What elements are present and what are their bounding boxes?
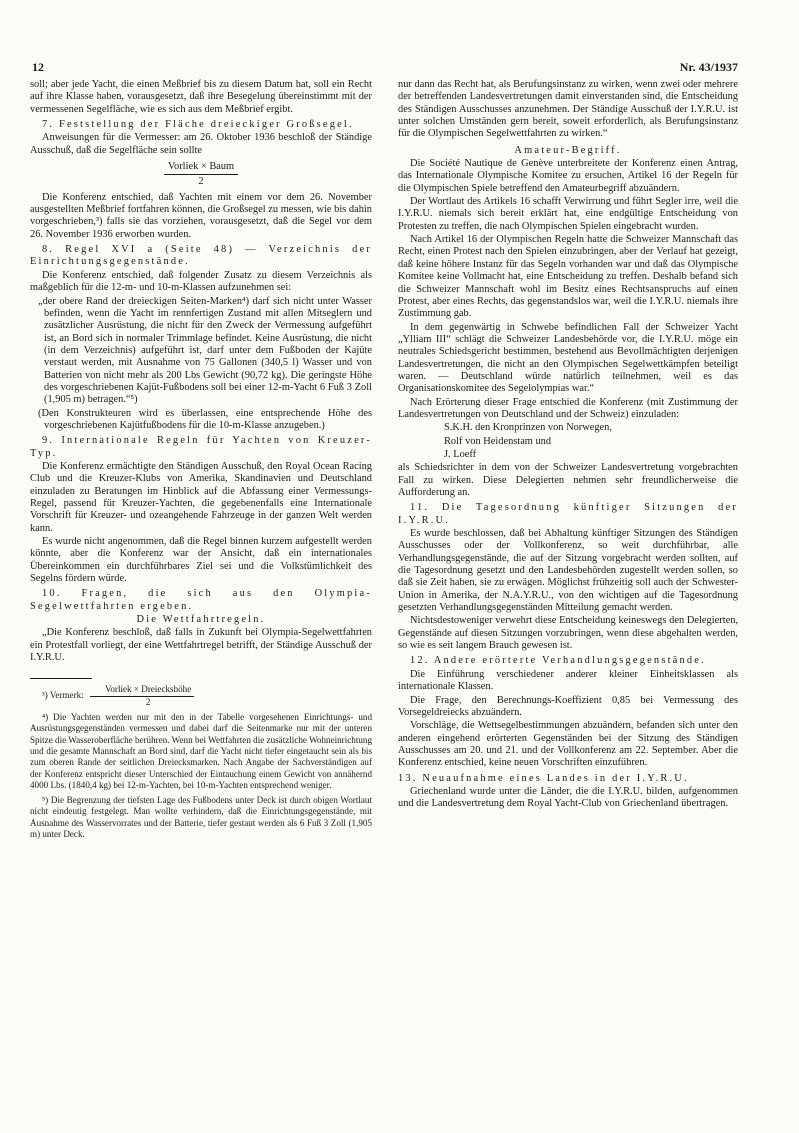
paragraph: Nichtsdestoweniger verwehrt diese Entscheidung keineswegs den Delegierten, Gegenstände auf diesen Sitzungen vorzubringen, wenn diese abgehalten werden, so wie es seit langem Brauch gewesen ist. <box>398 615 738 652</box>
paragraph: Griechenland wurde unter die Länder, die die I.Y.R.U. bilden, aufgenommen und die Landesvertretung dem Royal Yacht-Club von Griechenland übertragen. <box>398 785 738 810</box>
footnote-3-formula <box>90 684 194 708</box>
paragraph: Die Konferenz ermächtigte den Ständigen Ausschuß, den Royal Ocean Racing Club und die Kreuzer-Klubs von Amerika, Skandinavien und Deutschland einzuladen zu Beratungen im Hinblick auf die Abfassung einer Vermessungs-Regel, passend für Kreuzer-Yachten, die gegebenenfalls eine Internationale Vorschrift für Kreuzer- und ozeangehende Fahrzeuge in der ganzen Welt werden kann. <box>30 460 372 534</box>
footnote-divider <box>30 678 92 679</box>
footnote-3-prefix: ³) Vermerk: <box>42 690 84 701</box>
paragraph: nur dann das Recht hat, als Berufungsinstanz zu wirken, wenn zwei oder mehrere der betreffenden Landesvertretungen damit einverstanden sind, die Entscheidung des Ständigen Ausschusses anzunehmen. Der Ständige Ausschuß der I.Y.R.U. ist unter solchen Umständen gern bereit, soweit erforderlich, als Berufungsinstanz für die Olympischen Segelwettfahrten zu wirken.“ <box>398 79 738 140</box>
paragraph: Die Konferenz entschied, daß Yachten mit einem vor dem 26. November ausgestellten Meßbrief fortfahren können, die Großsegel zu messen, wie bis dahin vorgeschrieben,³) falls sie das vorziehen, vorausgesetzt, daß die Segel vor dem 26. November 1936 erworben wurden. <box>30 191 372 240</box>
section-heading-9: 9. Internationale Regeln für Yachten von Kreuzer-Typ. <box>30 435 372 459</box>
paragraph: Es wurde nicht angenommen, daß die Regel binnen kurzem aufgestellt werden könnte, aber die Konferenz war der Ansicht, daß ein internationales Übereinkommen ein durchführbares Ziel sei und die Volkstümlichkeit des Segelns fördern würde. <box>30 536 372 585</box>
paragraph: Vorschläge, die Wettsegelbestimmungen abzuändern, befanden sich unter den anderen eingehend erörterten Gegenständen bei der Sitzung des Ständigen Ausschusses am 20. und 21. und der Vollkonferenz am 22. September. Aber die Konferenz entschied, keine neuen Vorschriften einzuführen. <box>398 720 738 769</box>
section-heading-8: 8. Regel XVI a (Seite 48) — Verzeichnis der Einrichtungsgegenstände. <box>30 244 372 268</box>
subheading-wettfahrtregeln: Die Wettfahrtregeln. <box>136 614 266 626</box>
paragraph: „Die Konferenz beschloß, daß falls in Zukunft bei Olympia-Segelwettfahrten ein Protestfall vorliegt, der eine Wettfahrtregel betrifft, der Ständige Ausschuß der I.Y.R.U. <box>30 627 372 664</box>
paragraph: In dem gegenwärtig in Schwebe befindlichen Fall der Schweizer Yacht „Ylliam III“ schlägt die Schweizer Landesbehörde vor, die I.Y.R.U. möge ein neutrales Schiedsgericht bestimmen, bestehend aus Bevollmächtigten derjenigen Landesvertretungen, die nicht an den Olympischen Segelwettkämpfen beteiligt waren. — Deutschland würde natürlich teilnehmen, weil es das Organisationskomitee des Segelolympias war.“ <box>398 321 738 395</box>
paragraph: Nach Artikel 16 der Olympischen Regeln hatte die Schweizer Mannschaft das Recht, einen Protest nach den Spielen einzubringen, aber der Verlauf hat gezeigt, daß keine höhere Instanz für das Segeln vorhanden war und daß das Olympische Komitee keine Vollmacht hat, eine Entscheidung zu treffen. Deshalb befand sich die Schweizer Mannschaft wohl im Besitz eines Rechtsanspruchs auf einen Protest, aber eines Rechts, das gegenstandslos war, weil die I.Y.R.U. niemals ihre Zustimmung gab. <box>398 234 738 320</box>
paragraph: Der Wortlaut des Artikels 16 schafft Verwirrung und führt Segler irre, weil die I.Y.R.U. niemals sich bereit erklärt hat, eine endgültige Entscheidung von Protesten zu treffen, die nach Olympischen Spielen eingebracht wurden. <box>398 196 738 232</box>
section-heading-13: 13. Neuaufnahme eines Landes in der I.Y.R.U. <box>398 772 689 784</box>
paragraph: Nach Erörterung dieser Frage entschied die Konferenz (mit Zustimmung der Landesvertretungen von Deutschland und der Schweiz) einzuladen: <box>398 396 738 420</box>
arbitrator-list <box>398 422 738 461</box>
paragraph: Die Frage, den Berechnungs-Koeffizient 0,85 bei Vermessung des Vorsegeldreiecks abzuändern. <box>398 694 738 718</box>
section-heading-10: 10. Fragen, die sich aus den Olympia-Segelwettfahrten ergeben. <box>30 588 372 612</box>
section-heading-11: 11. Die Tagesordnung künftiger Sitzungen der I.Y.R.U. <box>398 502 738 526</box>
list-item: S.K.H. den Kronprinzen von Norwegen, <box>444 422 612 434</box>
paragraph: Die Einführung verschiedener anderer kleiner Einheitsklassen als internationale Klassen. <box>398 668 738 693</box>
paragraph: Die Société Nautique de Genève unterbreitete der Konferenz einen Antrag, das Internationale Olympische Komitee zu ersuchen, Artikel 16 der Regeln für die Olympischen Spiele betreffend den Amateurbegriff abzuändern. <box>398 158 738 194</box>
footnote-4: ⁴) Die Yachten werden nur mit den in der Tabelle vorgesehenen Einrichtungs- und Ausrüstungsgegenständen vermessen und dabei darf die Seitenmarke nur mit der unteren Spitze die Wasseroberfläche berühren. Wenn bei Wettfahrten die zusätzliche Wohneinrichtung und die gesamte Mannschaft an Bord sind, darf die Yacht nicht tiefer eingetaucht sein als bis zum oberen Rande der seitlichen Dreiecksmarken. Nach Angabe der Sachverständigen auf der Konferenz entspricht dieser Unterschied der Eintauchung einem Gewicht von annähernd 4000 Lbs. (1840,4 kg) bei 12-m-Yachten, bei 10-m-Yachten entsprechend weniger. <box>30 712 372 790</box>
subheading-amateur-begriff: Amateur-Begriff. <box>514 144 622 156</box>
paragraph: (Den Konstrukteuren wird es überlassen, eine entsprechende Höhe des vorgeschriebenen Kajütfußbodens für die 10-m-Klasse anzugeben.) <box>38 407 372 431</box>
section-heading-12: 12. Andere erörterte Verhandlungsgegenstände. <box>410 655 706 667</box>
formula-numerator: Vorliek × Dreieckshöhe <box>90 684 194 696</box>
list-item: J. Loeff <box>444 448 477 460</box>
section-heading-7: 7. Feststellung der Fläche dreieckiger Großsegel. <box>42 119 354 131</box>
right-column <box>398 79 738 812</box>
footnotes <box>30 684 372 840</box>
paragraph: Die Konferenz entschied, daß folgender Zusatz zu diesem Verzeichnis als maßgeblich für die 12-m- und 10-m-Klassen aufzunehmen sei: <box>30 269 372 294</box>
formula-denominator: 2 <box>145 696 151 707</box>
paragraph: Anweisungen für die Vermesser: am 26. Oktober 1936 beschloß der Ständige Ausschuß, daß die Segelfläche sein sollte <box>30 132 372 156</box>
footnote-5: ⁵) Die Begrenzung der tiefsten Lage des Fußbodens unter Deck ist durch obigen Wortlaut nicht eindeutig festgelegt. Man wollte verhindern, daß die Einrichtungsgegenstände, mit Ausnahme des Wasservorrates und der Batterie, tiefer gestaut werden als 6 Fuß 3 Zoll (1,905 m) unter Deck. <box>30 795 372 840</box>
paragraph: Es wurde beschlossen, daß bei Abhaltung künftiger Sitzungen des Ständigen Ausschusses oder der Vollkonferenz, so weit durchführbar, alle Verhandlungsgegenstände, die auf der Sitzung vorgebracht werden sollten, auf die Tagesordnung gesetzt und den Landesbehörden zugestellt werden sollen, so daß sie Zeit haben, sie zu erwägen. Möglichst frühzeitig soll auch der Schwester-Union in Amerika, der N.A.Y.R.U., von den wichtigen auf die Tagesordnung gesetzten Verhandlungsgegenständen Mitteilung gemacht werden. <box>398 528 738 614</box>
page-number: 12 <box>32 60 44 74</box>
formula-numerator: Vorliek × Baum <box>164 161 238 175</box>
formula-denominator: 2 <box>198 176 204 188</box>
quoted-rule-text: „der obere Rand der dreieckigen Seiten-Marken⁴) darf sich nicht unter Wasser befinden, wenn die Yacht im rennfertigen Zustand mit allen Mitseglern und zusätzlicher Ausrüstung, die nicht für den Zweck der Vermessung aufgeführt ist, an Bord sich in normaler Trimmlage befindet. Keine Ausrüstung, die nicht (in dem Verzeichnis) aufgeführt ist, darf unter dem Fußboden der Kajüte verstaut werden, mit Ausnahme von 75 Gallonen (340,5 l) Wasser und von Batterien von nicht mehr als 200 Lbs Gewicht (90,72 kg). Die geringste Höhe des vorgeschriebenen Kajüt-Fußbodens soll bei einer 12-m-Yacht 6 Fuß 3 Zoll (1,905 m) betragen.“⁵) <box>38 295 372 406</box>
sail-area-formula <box>30 161 372 189</box>
left-column <box>30 79 372 844</box>
list-item: Rolf von Heidenstam und <box>444 435 552 447</box>
paragraph: soll; aber jede Yacht, die einen Meßbrief bis zu diesem Datum hat, soll ein Recht auf ihre Klasse haben, vorausgesetzt, daß ihre Besegelung übereinstimmt mit der vermessenen Segelfläche, wie es sich aus dem Meßbrief ergibt. <box>30 79 372 115</box>
paragraph: als Schiedsrichter in dem von der Schweizer Landesvertretung vorgebrachten Fall zu wirken. Diese Delegierten nehmen sehr freundlicherweise die Aufforderung an. <box>398 462 738 498</box>
issue-number: Nr. 43/1937 <box>679 60 738 74</box>
footnote-3 <box>30 684 372 708</box>
